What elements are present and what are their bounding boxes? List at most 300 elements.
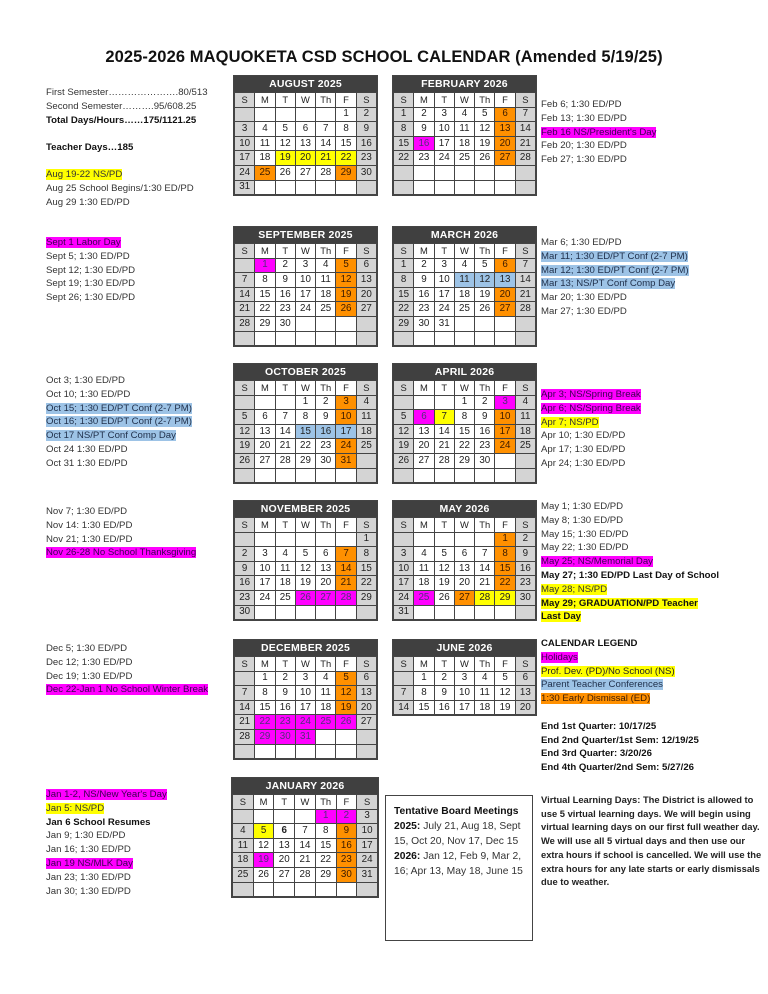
day-cell: 9	[414, 122, 434, 137]
weekday-header: S	[515, 244, 535, 259]
day-cell: 21	[235, 715, 255, 730]
legend-conferences: Parent Teacher Conferences	[541, 679, 663, 691]
weekday-header: S	[394, 244, 414, 259]
empty-cell	[295, 882, 316, 897]
empty-cell	[336, 468, 356, 483]
day-cell: 9	[235, 561, 255, 576]
note-text: Dec 5; 1:30 ED/PD	[46, 643, 128, 654]
day-cell: 4	[454, 258, 474, 273]
day-cell: 21	[295, 853, 316, 868]
note-item	[46, 829, 167, 843]
note-item	[541, 416, 641, 430]
empty-cell	[295, 316, 315, 331]
weekday-header: Th	[316, 381, 336, 396]
week-row	[394, 532, 536, 547]
spacer	[46, 127, 208, 141]
board-meetings-2025: 2025: July 21, Aug 18, Sept 15, Oct 20, Nov 17, Dec 15	[394, 821, 521, 847]
empty-cell	[316, 532, 336, 547]
day-cell: 6	[295, 122, 315, 137]
day-cell: 19	[495, 700, 515, 715]
day-cell: 13	[495, 273, 515, 288]
day-cell: 16	[316, 424, 336, 439]
note-item	[541, 388, 641, 402]
day-cell: 3	[295, 671, 315, 686]
day-cell: 20	[414, 439, 434, 454]
day-cell: 30	[275, 729, 295, 744]
empty-cell	[295, 331, 315, 346]
day-cell: 16	[235, 576, 255, 591]
month-title: NOVEMBER 2025	[234, 501, 377, 517]
day-cell: 11	[316, 686, 336, 701]
day-cell: 14	[295, 838, 316, 853]
empty-cell	[495, 468, 515, 483]
day-cell: 17	[295, 700, 315, 715]
day-cell: 18	[414, 576, 434, 591]
page-title: 2025-2026 MAQUOKETA CSD SCHOOL CALENDAR (Amended 5/19/25)	[105, 48, 663, 66]
day-cell: 25	[414, 590, 434, 605]
note-text: Aug 29 1:30 ED/PD	[46, 196, 130, 208]
empty-cell	[295, 605, 315, 620]
note-text: Oct 17 NS/PT Conf Comp Day	[46, 430, 176, 442]
note-item	[541, 112, 656, 126]
empty-cell	[295, 107, 315, 122]
weekday-header: M	[255, 93, 275, 108]
day-cell: 25	[316, 302, 336, 317]
quarter-end-1: End 1st Quarter: 10/17/25	[541, 720, 657, 732]
day-cell: 3	[394, 547, 414, 562]
day-cell: 6	[495, 107, 515, 122]
week-row	[394, 468, 536, 483]
empty-cell	[356, 331, 376, 346]
day-cell: 12	[434, 561, 454, 576]
weekday-header: T	[275, 657, 295, 672]
week-row	[235, 547, 377, 562]
empty-cell	[316, 605, 336, 620]
empty-cell	[253, 809, 274, 824]
day-cell: 18	[316, 287, 336, 302]
weekday-header: M	[414, 657, 434, 672]
week-row	[233, 809, 378, 824]
day-cell: 19	[336, 287, 356, 302]
day-cell: 12	[336, 686, 356, 701]
day-cell: 26	[475, 302, 495, 317]
note-item	[541, 429, 641, 443]
month-grid	[234, 656, 377, 759]
day-cell: 1	[336, 107, 356, 122]
day-cell: 15	[356, 561, 376, 576]
empty-cell	[255, 744, 275, 759]
day-cell: 4	[316, 258, 336, 273]
weekday-header: M	[414, 93, 434, 108]
empty-cell	[495, 165, 515, 180]
week-row	[235, 410, 377, 425]
note-text: Feb 16 NS/President's Day	[541, 126, 657, 138]
day-cell: 27	[414, 453, 434, 468]
weekday-header: S	[235, 93, 255, 108]
weekday-header: S	[515, 381, 535, 396]
day-cell: 1	[315, 809, 336, 824]
day-cell: 11	[454, 273, 474, 288]
day-cell: 31	[394, 605, 414, 620]
day-cell: 20	[255, 439, 275, 454]
day-cell: 14	[515, 122, 535, 137]
empty-cell	[235, 395, 255, 410]
week-row	[394, 287, 536, 302]
day-cell: 8	[394, 122, 414, 137]
legend-holidays: Holidays	[541, 651, 578, 663]
empty-cell	[394, 180, 414, 195]
week-row	[235, 122, 377, 137]
day-cell: 9	[434, 686, 454, 701]
weekday-header: W	[454, 381, 474, 396]
note-item	[46, 857, 167, 871]
day-cell: 25	[515, 439, 535, 454]
day-cell: 24	[495, 439, 515, 454]
day-cell: 30	[336, 867, 357, 882]
empty-cell	[414, 331, 434, 346]
weekday-header: T	[434, 381, 454, 396]
day-cell: 6	[316, 547, 336, 562]
empty-cell	[515, 605, 535, 620]
day-cell: 22	[356, 576, 376, 591]
day-cell: 28	[515, 151, 535, 166]
day-cell: 5	[235, 410, 255, 425]
day-cell: 27	[316, 590, 336, 605]
spacer	[541, 706, 699, 720]
day-cell: 26	[434, 590, 454, 605]
notes-march	[541, 236, 689, 319]
week-row	[235, 273, 377, 288]
note-text: Oct 31 1:30 ED/PD	[46, 457, 128, 469]
day-cell: 30	[515, 590, 535, 605]
empty-cell	[336, 316, 356, 331]
week-row	[235, 302, 377, 317]
empty-cell	[475, 331, 495, 346]
weekday-header: Th	[475, 657, 495, 672]
week-row	[235, 453, 377, 468]
day-cell: 19	[394, 439, 414, 454]
day-cell: 29	[495, 590, 515, 605]
day-cell: 13	[414, 424, 434, 439]
day-cell: 30	[475, 453, 495, 468]
empty-cell	[515, 468, 535, 483]
day-cell: 18	[316, 700, 336, 715]
month-title: JUNE 2026	[393, 640, 536, 656]
weekday-header: M	[255, 657, 275, 672]
day-cell: 2	[275, 671, 295, 686]
note-item	[541, 98, 656, 112]
week-row	[394, 302, 536, 317]
note-item	[46, 196, 194, 210]
note-text: Mar 27; 1:30 ED/PD	[541, 305, 627, 317]
day-cell: 16	[275, 287, 295, 302]
weekday-header: S	[515, 93, 535, 108]
day-cell: 28	[235, 729, 255, 744]
day-cell: 14	[235, 287, 255, 302]
day-cell: 9	[275, 686, 295, 701]
day-cell: 31	[434, 316, 454, 331]
day-cell: 23	[275, 715, 295, 730]
day-cell: 5	[394, 410, 414, 425]
day-cell: 21	[235, 302, 255, 317]
empty-cell	[454, 331, 474, 346]
empty-cell	[475, 165, 495, 180]
day-cell: 18	[454, 287, 474, 302]
empty-cell	[356, 180, 376, 195]
empty-cell	[356, 744, 376, 759]
empty-cell	[515, 331, 535, 346]
empty-cell	[495, 316, 515, 331]
week-row	[394, 686, 536, 701]
day-cell: 25	[356, 439, 376, 454]
empty-cell	[275, 180, 295, 195]
day-cell: 4	[356, 395, 376, 410]
day-cell: 24	[295, 715, 315, 730]
week-row	[394, 258, 536, 273]
day-cell: 10	[336, 410, 356, 425]
weekday-header: Th	[475, 244, 495, 259]
day-cell: 19	[235, 439, 255, 454]
empty-cell	[275, 532, 295, 547]
day-cell: 30	[356, 165, 376, 180]
day-cell: 28	[336, 590, 356, 605]
note-text: Dec 12; 1:30 ED/PD	[46, 656, 133, 668]
empty-cell	[336, 180, 356, 195]
day-cell: 28	[515, 302, 535, 317]
note-text: Apr 10; 1:30 ED/PD	[541, 430, 626, 442]
summary-second-semester: Second Semester……….95/608.25	[46, 100, 197, 112]
day-cell: 17	[454, 700, 474, 715]
day-cell: 22	[394, 302, 414, 317]
day-cell: 19	[475, 287, 495, 302]
calendar-september-2025	[233, 226, 378, 347]
month-title: FEBRUARY 2026	[393, 76, 536, 92]
weekday-header: F	[336, 244, 356, 259]
note-text: May 25; NS/Memorial Day	[541, 556, 653, 568]
week-row	[235, 151, 377, 166]
note-item	[46, 533, 196, 547]
weekday-header: S	[356, 244, 376, 259]
empty-cell	[233, 809, 254, 824]
note-text: Feb 6; 1:30 ED/PD	[541, 99, 622, 110]
day-cell: 17	[295, 287, 315, 302]
day-cell: 17	[357, 838, 378, 853]
weekday-header: T	[275, 244, 295, 259]
empty-cell	[274, 809, 295, 824]
day-cell: 16	[275, 700, 295, 715]
calendar-february-2026	[392, 75, 537, 196]
day-cell: 5	[336, 258, 356, 273]
board-meetings-2026: 2026: Jan 12, Feb 9, Mar 2, 16; Apr 13, May 18, June 15	[394, 851, 523, 877]
month-title: SEPTEMBER 2025	[234, 227, 377, 243]
week-row	[235, 331, 377, 346]
note-text: Nov 21; 1:30 ED/PD	[46, 533, 133, 545]
empty-cell	[295, 468, 315, 483]
note-text: Nov 14: 1:30 ED/PD	[46, 519, 133, 531]
note-item	[46, 388, 192, 402]
empty-cell	[255, 532, 275, 547]
day-cell: 4	[515, 395, 535, 410]
notes-october	[46, 374, 192, 471]
note-item	[46, 656, 208, 670]
quarter-end-4: End 4th Quarter/2nd Sem: 5/27/26	[541, 762, 695, 774]
day-cell: 23	[475, 439, 495, 454]
empty-cell	[394, 468, 414, 483]
note-text: Feb 20; 1:30 ED/PD	[541, 140, 627, 152]
empty-cell	[454, 605, 474, 620]
day-cell: 3	[434, 258, 454, 273]
week-row	[235, 107, 377, 122]
weekday-header: M	[255, 381, 275, 396]
notes-may	[541, 500, 719, 624]
day-cell: 5	[475, 107, 495, 122]
day-cell: 21	[434, 439, 454, 454]
day-cell: 29	[315, 867, 336, 882]
week-row	[394, 605, 536, 620]
day-cell: 15	[414, 700, 434, 715]
day-cell: 14	[475, 561, 495, 576]
empty-cell	[394, 395, 414, 410]
day-cell: 27	[454, 590, 474, 605]
day-cell: 30	[275, 316, 295, 331]
day-cell: 22	[495, 576, 515, 591]
empty-cell	[275, 468, 295, 483]
day-cell: 15	[394, 136, 414, 151]
week-row	[235, 532, 377, 547]
empty-cell	[414, 180, 434, 195]
day-cell: 22	[255, 302, 275, 317]
note-item	[541, 457, 641, 471]
empty-cell	[235, 744, 255, 759]
day-cell: 18	[233, 853, 254, 868]
day-cell: 2	[356, 107, 376, 122]
empty-cell	[414, 395, 434, 410]
month-title: DECEMBER 2025	[234, 640, 377, 656]
day-cell: 4	[454, 107, 474, 122]
weekday-header: F	[495, 381, 515, 396]
weekday-header: W	[295, 93, 315, 108]
empty-cell	[394, 532, 414, 547]
weekday-header: S	[357, 795, 378, 810]
week-row	[235, 316, 377, 331]
day-cell: 15	[295, 424, 315, 439]
day-cell: 2	[414, 258, 434, 273]
day-cell: 4	[255, 122, 275, 137]
note-item	[541, 555, 719, 569]
day-cell: 11	[475, 686, 495, 701]
note-item	[541, 610, 719, 624]
day-cell: 28	[295, 867, 316, 882]
day-cell: 3	[454, 671, 474, 686]
day-cell: 11	[454, 122, 474, 137]
week-row	[235, 439, 377, 454]
day-cell: 17	[336, 424, 356, 439]
day-cell: 13	[356, 273, 376, 288]
month-grid	[234, 92, 377, 195]
day-cell: 17	[495, 424, 515, 439]
note-item	[46, 250, 135, 264]
note-item	[46, 429, 192, 443]
empty-cell	[235, 468, 255, 483]
day-cell: 24	[357, 853, 378, 868]
week-row	[235, 576, 377, 591]
day-cell: 7	[475, 547, 495, 562]
day-cell: 10	[434, 122, 454, 137]
weekday-header: S	[356, 93, 376, 108]
note-item	[541, 139, 656, 153]
day-cell: 8	[295, 410, 315, 425]
note-text: Nov 7; 1:30 ED/PD	[46, 506, 128, 517]
empty-cell	[434, 605, 454, 620]
day-cell: 10	[357, 824, 378, 839]
day-cell: 8	[336, 122, 356, 137]
day-cell: 7	[515, 258, 535, 273]
week-row	[394, 316, 536, 331]
weekday-header: F	[336, 657, 356, 672]
week-row	[235, 729, 377, 744]
empty-cell	[315, 882, 336, 897]
day-cell: 14	[515, 273, 535, 288]
note-text: Nov 26-28 No School Thanksgiving	[46, 547, 197, 559]
weekday-header: F	[336, 795, 357, 810]
note-item	[541, 305, 689, 319]
empty-cell	[394, 671, 414, 686]
note-text: Jan 9; 1:30 ED/PD	[46, 830, 126, 842]
month-grid	[234, 243, 377, 346]
day-cell: 1	[394, 107, 414, 122]
day-cell: 25	[454, 302, 474, 317]
calendar-january-2026	[231, 777, 379, 898]
day-cell: 28	[434, 453, 454, 468]
day-cell: 1	[356, 532, 376, 547]
week-row	[394, 576, 536, 591]
day-cell: 22	[295, 439, 315, 454]
day-cell: 11	[414, 561, 434, 576]
empty-cell	[357, 882, 378, 897]
empty-cell	[255, 331, 275, 346]
note-text: Feb 27; 1:30 ED/PD	[541, 154, 627, 166]
day-cell: 26	[253, 867, 274, 882]
week-row	[233, 824, 378, 839]
day-cell: 7	[394, 686, 414, 701]
day-cell: 2	[414, 107, 434, 122]
week-row	[394, 561, 536, 576]
day-cell: 24	[434, 302, 454, 317]
day-cell: 6	[255, 410, 275, 425]
note-text: Apr 7; NS/PD	[541, 416, 599, 428]
day-cell: 12	[253, 838, 274, 853]
weekday-header: S	[356, 518, 376, 533]
legend-pd-ns: Prof. Dev. (PD)/No School (NS)	[541, 665, 675, 677]
day-cell: 5	[495, 671, 515, 686]
empty-cell	[295, 180, 315, 195]
note-text: Feb 13; 1:30 ED/PD	[541, 112, 627, 124]
day-cell: 7	[275, 410, 295, 425]
day-cell: 12	[495, 686, 515, 701]
note-text: Dec 19; 1:30 ED/PD	[46, 670, 133, 682]
day-cell: 4	[275, 547, 295, 562]
note-text: Mar 6; 1:30 ED/PD	[541, 237, 622, 248]
day-cell: 24	[295, 302, 315, 317]
empty-cell	[515, 180, 535, 195]
empty-cell	[495, 180, 515, 195]
day-cell: 26	[394, 453, 414, 468]
note-item	[46, 788, 167, 802]
weekday-header: S	[394, 381, 414, 396]
day-cell: 29	[295, 453, 315, 468]
day-cell: 29	[454, 453, 474, 468]
day-cell: 30	[414, 316, 434, 331]
